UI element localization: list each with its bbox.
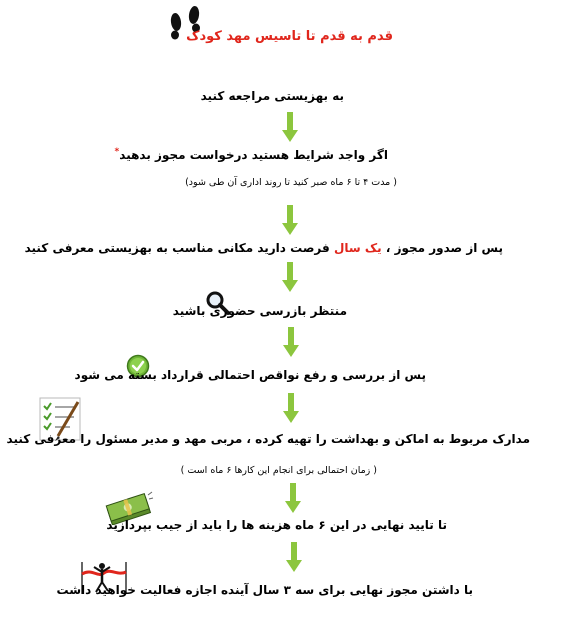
step-3-text <box>25 240 503 256</box>
arrow-1 <box>282 112 298 142</box>
step-2-label: اگر واجد شرایط هستید درخواست مجوز بدهید <box>119 148 388 162</box>
step-3-part2: فرصت دارید مکانی مناسب به بهزیستی معرفی کنید <box>24 241 330 255</box>
arrow-6 <box>285 483 301 513</box>
arrow-7 <box>286 542 302 572</box>
page-title: قدم به قدم تا تاسیس مهد کودک <box>186 29 393 44</box>
step-2-mark: * <box>114 147 120 157</box>
arrow-4 <box>283 327 299 357</box>
step-4-text: منتظر بازرسی حضوری باشید <box>172 304 347 318</box>
step-5-text: پس از بررسی و رفع نواقص احتمالی قرارداد بسته می شود <box>74 368 426 382</box>
step-3-highlight: یک سال <box>333 241 382 255</box>
step-2-note: ( مدت ۴ تا ۶ ماه صبر کنید تا روند اداری آن طی شود) <box>185 177 397 188</box>
arrow-2 <box>282 205 298 235</box>
step-2-text <box>115 144 388 163</box>
arrow-3 <box>282 262 298 292</box>
step-8-text: با داشتن مجوز نهایی برای سه ۳ سال آینده اجازه فعالیت خواهید داشت <box>56 583 473 597</box>
step-3-part1: پس از صدور مجوز ، <box>385 241 503 255</box>
step-7-text: تا تایید نهایی در این ۶ ماه هزینه ها را باید از جیب بپردازید <box>106 518 447 532</box>
step-6-text: مدارک مربوط به اماکن و بهداشت را تهیه کرده ، مربی مهد و مدیر مسئول را معرفی کنید <box>6 432 530 446</box>
step-1-text: به بهزیستی مراجعه کنید <box>200 89 344 103</box>
step-6-note: ( زمان احتمالی برای انجام این کارها ۶ ماه است ) <box>180 465 377 476</box>
arrow-5 <box>283 393 299 423</box>
